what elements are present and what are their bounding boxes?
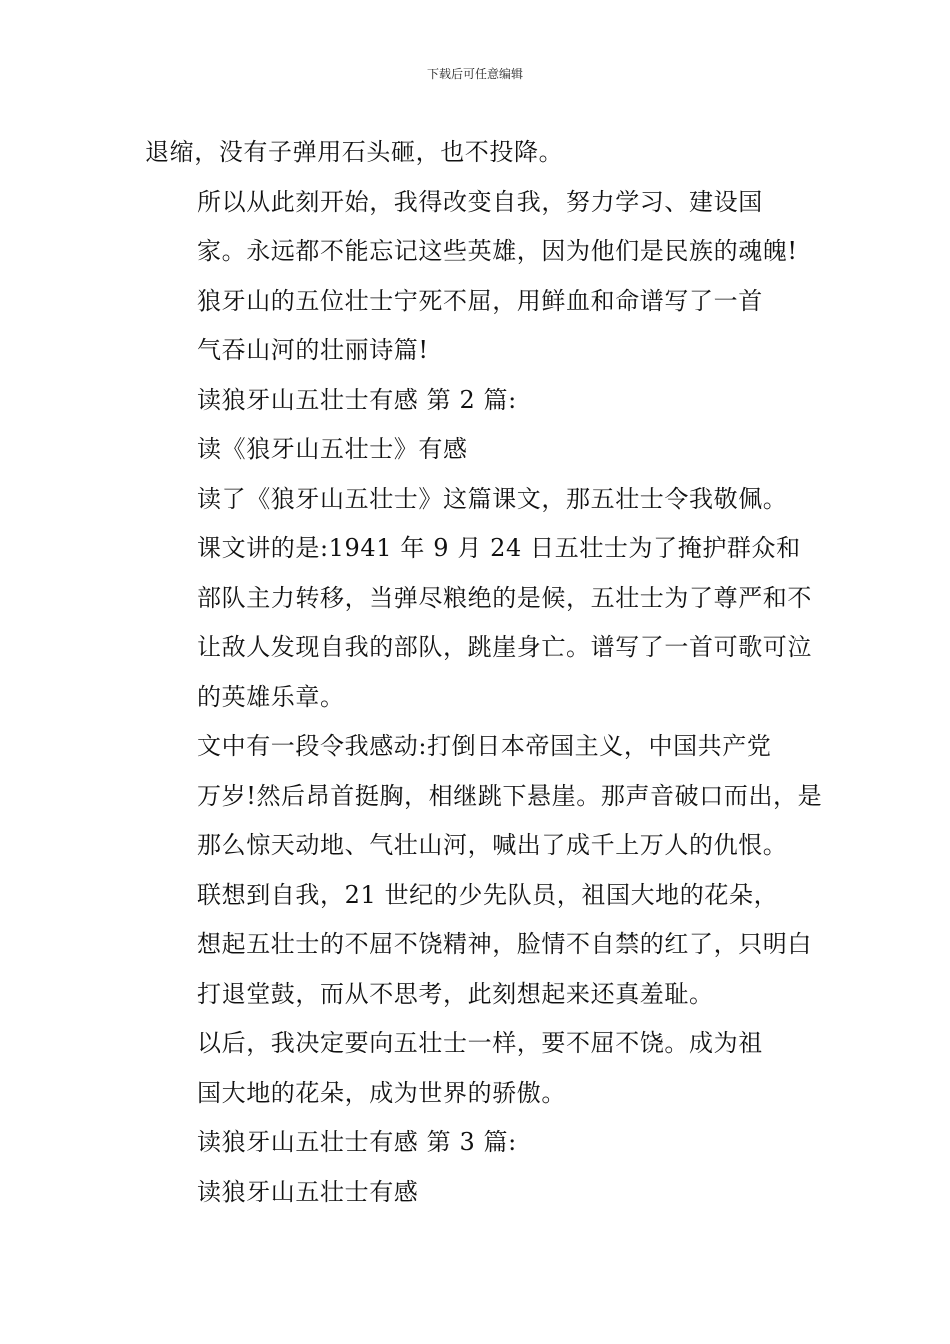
paragraph-line: 家。永远都不能忘记这些英雄，因为他们是民族的魂魄! xyxy=(197,237,798,265)
paragraph-line: 那么惊天动地、气壮山河，喊出了成千上万人的仇恨。 xyxy=(197,831,788,859)
paragraph-line: 读狼牙山五壮士有感 xyxy=(197,1177,419,1206)
paragraph-line: 读狼牙山五壮士有感 第 3 篇: xyxy=(197,1128,517,1156)
paragraph-line: 让敌人发现自我的部队，跳崖身亡。谱写了一首可歌可泣 xyxy=(197,633,812,661)
paragraph xyxy=(145,376,810,426)
paragraph-line: 读《狼牙山五壮士》有感 xyxy=(197,435,468,463)
paragraph-line: 国大地的花朵，成为世界的骄傲。 xyxy=(197,1078,566,1107)
paragraph-line: 退缩，没有子弹用石头砸，也不投降。 xyxy=(145,138,564,166)
paragraph-line: 万岁!然后昂首挺胸，相继跳下悬崖。那声音破口而出，是 xyxy=(197,781,823,810)
paragraph-line: 气吞山河的壮丽诗篇! xyxy=(197,336,429,364)
paragraph xyxy=(145,475,810,525)
paragraph-line: 狼牙山的五位壮士宁死不屈，用鲜血和命谱写了一首 xyxy=(197,286,763,315)
paragraph xyxy=(145,722,823,871)
paragraph-line: 想起五壮士的不屈不饶精神，脸情不自禁的红了，只明白 xyxy=(197,930,812,958)
paragraph-line: 打退堂鼓，而从不思考，此刻想起来还真羞耻。 xyxy=(197,979,714,1008)
paragraph-line: 文中有一段令我感动:打倒日本帝国主义，中国共产党 xyxy=(197,732,772,760)
paragraph-line: 读了《狼牙山五壮士》这篇课文，那五壮士令我敬佩。 xyxy=(197,484,788,513)
paragraph xyxy=(145,524,810,722)
document-body xyxy=(145,128,823,1217)
paragraph xyxy=(145,128,810,178)
paragraph-line: 的英雄乐章。 xyxy=(197,682,345,711)
paragraph xyxy=(145,277,810,376)
paragraph xyxy=(145,178,810,277)
paragraph xyxy=(145,871,810,1020)
paragraph xyxy=(145,1019,810,1118)
paragraph-line: 所以从此刻开始，我得改变自我，努力学习、建设国 xyxy=(197,187,763,216)
paragraph-line: 部队主力转移，当弹尽粮绝的是候，五壮士为了尊严和不 xyxy=(197,583,812,612)
paragraph-line: 以后，我决定要向五壮士一样，要不屈不饶。成为祖 xyxy=(197,1029,763,1057)
paragraph xyxy=(145,425,810,475)
paragraph xyxy=(145,1168,810,1218)
paragraph xyxy=(145,1118,810,1168)
page-header: 下载后可任意编辑 xyxy=(426,67,523,81)
paragraph-line: 读狼牙山五壮士有感 第 2 篇: xyxy=(197,385,517,414)
paragraph-line: 联想到自我，21 世纪的少先队员，祖国大地的花朵， xyxy=(197,880,779,909)
paragraph-line: 课文讲的是:1941 年 9 月 24 日五壮士为了掩护群众和 xyxy=(197,534,801,562)
